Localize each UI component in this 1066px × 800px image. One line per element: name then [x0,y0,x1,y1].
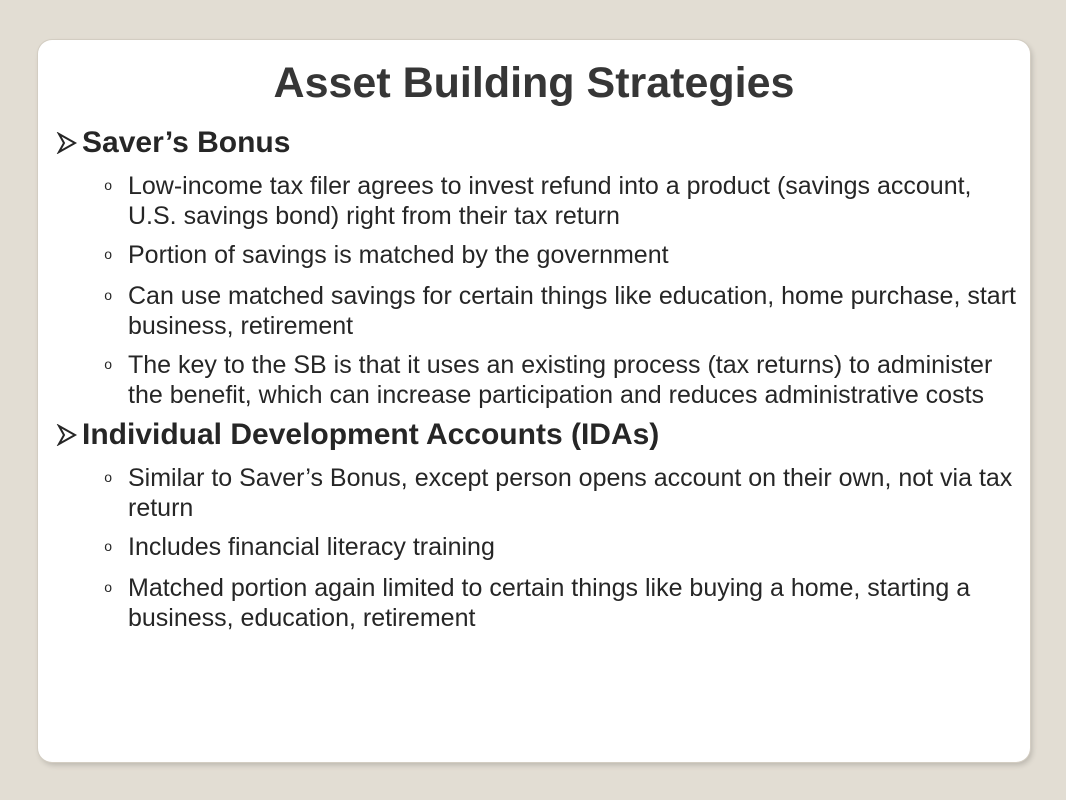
list-item [52,529,1022,564]
list-item [52,347,1022,410]
list-item [52,278,1022,341]
circle-bullet-icon: o [104,287,112,303]
list-item [52,460,1022,523]
circle-bullet-icon: o [104,177,112,193]
circle-bullet-icon: o [104,246,112,262]
list-item-text: Portion of savings is matched by the government [128,241,669,269]
circle-bullet-icon: o [104,356,112,372]
section-idas [52,416,1022,633]
bullet-list [52,168,1022,410]
section-heading [52,416,1022,454]
list-item [52,237,1022,272]
section-label: Saver’s Bonus [82,126,291,159]
section-label: Individual Development Accounts (IDAs) [82,418,660,451]
circle-bullet-icon: o [104,538,112,554]
list-item-text: Low-income tax filer agrees to invest refund into a product (savings account, U.S. savings bond) right from their tax return [128,172,972,230]
list-item-text: Includes financial literacy training [128,533,495,561]
list-item-text: Similar to Saver’s Bonus, except person opens account on their own, not via tax return [128,464,1013,522]
slide-title: Asset Building Strategies [273,59,795,107]
list-item-text: Matched portion again limited to certain things like buying a home, starting a business, education, retirement [128,574,971,632]
slide-card [38,40,1030,762]
circle-bullet-icon: o [104,469,112,485]
section-savers-bonus [52,124,1022,410]
slide-content [52,124,1022,633]
circle-bullet-icon: o [104,579,112,595]
arrow-bullet-icon [52,132,82,154]
list-item-text: Can use matched savings for certain things like education, home purchase, start business, retirement [128,282,1016,340]
bullet-list [52,460,1022,633]
arrow-bullet-icon [52,424,82,446]
list-item [52,168,1022,231]
section-heading [52,124,1022,162]
list-item [52,570,1022,633]
list-item-text: The key to the SB is that it uses an existing process (tax returns) to administer the benefit, which can increase participation and reduces administrative costs [128,351,993,409]
